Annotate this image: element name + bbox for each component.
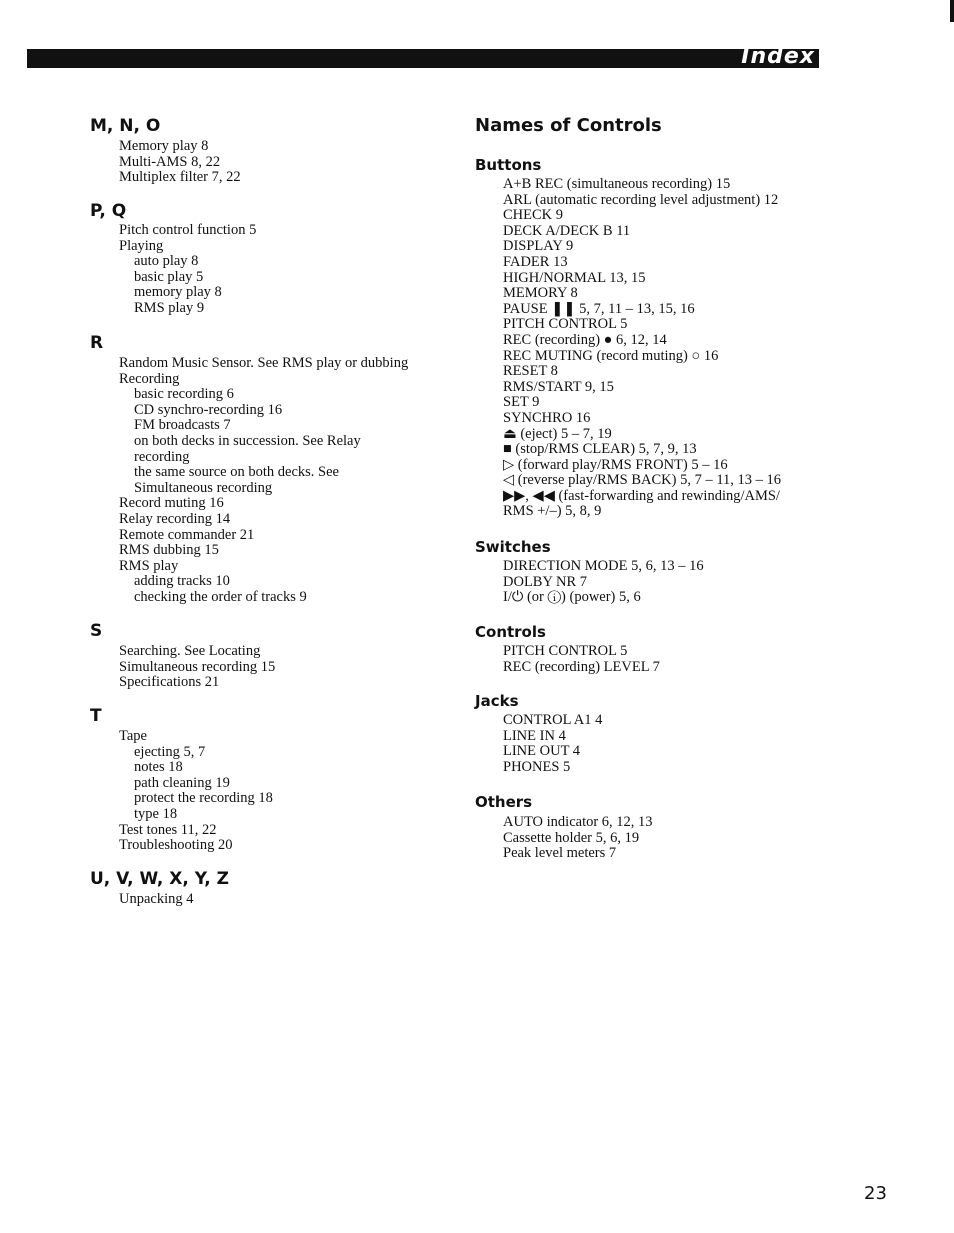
control-entry: ▷ (forward play/RMS FRONT) 5 – 16 [503,456,728,473]
control-entry-list [503,713,602,775]
index-entry: recording [134,448,190,465]
index-entry: Record muting 16 [119,495,224,512]
index-entry: RMS play [119,557,179,574]
index-entry: basic recording 6 [134,386,234,403]
control-entry: PITCH CONTROL 5 [503,643,628,659]
names-of-controls-title: Names of Controls [475,115,662,136]
index-entry: adding tracks 10 [134,573,230,590]
control-group-heading: Controls [475,623,546,641]
control-group-heading: Others [475,793,533,811]
index-entry: on both decks in succession. See Relay [134,432,361,449]
control-entry: RESET 8 [503,363,558,380]
edge-mark [950,0,954,22]
index-entry: notes 18 [134,759,183,776]
control-entry: ▶▶, ◀◀ (fast-forwarding and rewinding/AMS/ [503,487,780,504]
control-entry: ⏏ (eject) 5 – 7, 19 [503,425,612,442]
header-title: Index [741,44,815,69]
index-entry: Specifications 21 [119,674,220,691]
control-group-heading: Jacks [475,692,519,710]
index-entry: Unpacking 4 [119,891,194,907]
index-section-letter: U, V, W, X, Y, Z [90,869,229,889]
index-entry: type 18 [134,805,178,822]
index-entry: Recording [119,370,180,387]
control-entry: AUTO indicator 6, 12, 13 [503,814,653,830]
index-entry: Simultaneous recording [134,479,273,496]
index-entry: checking the order of tracks 9 [134,588,307,605]
control-entry: A+B REC (simultaneous recording) 15 [503,176,731,192]
index-section-letter: R [90,333,104,353]
control-entry: DIRECTION MODE 5, 6, 13 – 16 [503,558,704,574]
header-bar [27,44,819,69]
index-entry: CD synchro-recording 16 [134,401,283,418]
index-entry: Test tones 11, 22 [119,821,217,838]
index-entry: RMS play 9 [134,299,205,316]
index-entry: Playing [119,237,164,254]
control-entry: ARL (automatic recording level adjustment) 12 [503,191,779,208]
index-entry: Relay recording 14 [119,510,231,527]
index-entry: FM broadcasts 7 [134,417,231,434]
control-entry: DISPLAY 9 [503,238,574,255]
index-entry: Simultaneous recording 15 [119,658,276,675]
control-entry: DOLBY NR 7 [503,573,588,590]
index-entry: Searching. See Locating [119,643,261,659]
control-entry: CHECK 9 [503,207,564,224]
control-entry-list [503,559,704,606]
index-entry-list [119,356,408,606]
index-entry: Tape [119,728,147,744]
index-entry: the same source on both decks. See [134,464,339,481]
index-section-letter: T [90,706,102,726]
control-entry-list [503,177,781,520]
index-entry: memory play 8 [134,284,222,301]
control-group-heading: Switches [475,538,551,556]
control-entry: Cassette holder 5, 6, 19 [503,829,640,846]
page-number: 23 [864,1183,887,1204]
index-entry: RMS dubbing 15 [119,542,219,559]
control-group-heading: Buttons [475,156,542,174]
control-entry: ◁ (reverse play/RMS BACK) 5, 7 – 11, 13 – 16 [503,472,782,489]
control-entry: DECK A/DECK B 11 [503,222,631,239]
control-entry: REC MUTING (record muting) ○ 16 [503,347,719,364]
index-section-letter: M, N, O [90,116,161,136]
control-entry: LINE IN 4 [503,727,566,744]
index-entry: Memory play 8 [119,138,209,154]
control-entry: MEMORY 8 [503,285,578,302]
control-entry: RMS +/–) 5, 8, 9 [503,503,602,520]
control-entry: LINE OUT 4 [503,743,581,760]
index-entry-list [119,644,275,691]
index-entry: protect the recording 18 [134,790,273,807]
control-entry-list [503,815,653,862]
index-entry-list [119,223,256,317]
index-section-letter: P, Q [90,201,127,221]
control-entry-list [503,644,660,675]
control-entry: PHONES 5 [503,758,571,775]
index-entry: Pitch control function 5 [119,222,257,238]
control-entry: I/⏻ (or ⓘ) (power) 5, 6 [503,589,641,606]
index-entry: Remote commander 21 [119,526,255,543]
control-entry: PAUSE ❚❚ 5, 7, 11 – 13, 15, 16 [503,300,695,317]
index-entry: Random Music Sensor. See RMS play or dubbing [119,355,409,371]
control-entry: PITCH CONTROL 5 [503,316,628,333]
control-entry: CONTROL A1 4 [503,712,603,728]
index-entry-list [119,729,273,854]
index-entry-list [119,892,194,908]
control-entry: SET 9 [503,394,540,411]
index-section-letter: S [90,621,103,641]
index-entry: path cleaning 19 [134,774,230,791]
control-entry: SYNCHRO 16 [503,409,591,426]
control-entry: REC (recording) ● 6, 12, 14 [503,331,667,348]
control-entry: FADER 13 [503,253,568,270]
control-entry: Peak level meters 7 [503,845,617,862]
control-entry: HIGH/NORMAL 13, 15 [503,269,646,286]
index-entry: Multi-AMS 8, 22 [119,153,221,170]
index-entry-list [119,139,241,186]
index-entry: auto play 8 [134,253,199,270]
index-entry: basic play 5 [134,268,204,285]
index-entry: ejecting 5, 7 [134,743,206,760]
control-entry: REC (recording) LEVEL 7 [503,658,660,675]
index-entry: Troubleshooting 20 [119,837,233,854]
index-entry: Multiplex filter 7, 22 [119,169,241,186]
control-entry: RMS/START 9, 15 [503,378,614,395]
control-entry: ■ (stop/RMS CLEAR) 5, 7, 9, 13 [503,441,697,458]
